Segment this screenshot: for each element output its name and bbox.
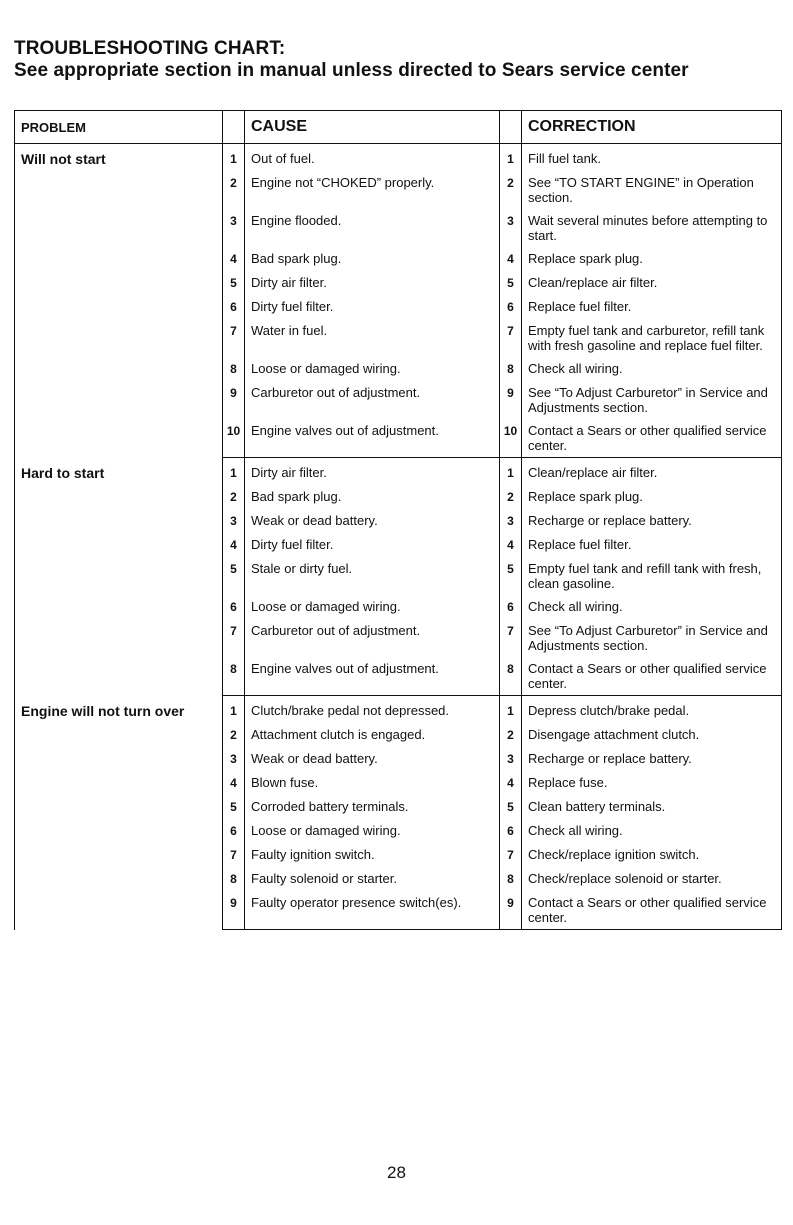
correction-number: 1 bbox=[500, 458, 522, 486]
cause-cell: Engine valves out of adjustment. bbox=[245, 419, 500, 458]
cause-number: 10 bbox=[223, 419, 245, 458]
correction-cell: Check/replace solenoid or starter. bbox=[522, 867, 782, 891]
cause-number: 8 bbox=[223, 657, 245, 696]
correction-cell: Replace fuel filter. bbox=[522, 533, 782, 557]
correction-cell: Check all wiring. bbox=[522, 819, 782, 843]
cause-number: 3 bbox=[223, 209, 245, 247]
cause-number: 2 bbox=[223, 723, 245, 747]
correction-number: 3 bbox=[500, 509, 522, 533]
cause-number: 6 bbox=[223, 295, 245, 319]
cause-number: 4 bbox=[223, 247, 245, 271]
correction-cell: See “To Adjust Carburetor” in Service and Adjustments section. bbox=[522, 619, 782, 657]
problem-cell: Will not start bbox=[15, 144, 223, 458]
correction-number: 7 bbox=[500, 619, 522, 657]
correction-number: 8 bbox=[500, 357, 522, 381]
cause-number: 7 bbox=[223, 619, 245, 657]
cause-number: 9 bbox=[223, 891, 245, 930]
correction-number: 4 bbox=[500, 247, 522, 271]
cause-cell: Loose or damaged wiring. bbox=[245, 357, 500, 381]
correction-cell: Check all wiring. bbox=[522, 357, 782, 381]
cause-cell: Faulty ignition switch. bbox=[245, 843, 500, 867]
correction-number: 4 bbox=[500, 771, 522, 795]
correction-number: 6 bbox=[500, 295, 522, 319]
cause-number: 6 bbox=[223, 595, 245, 619]
correction-number: 4 bbox=[500, 533, 522, 557]
correction-number: 5 bbox=[500, 557, 522, 595]
correction-cell: Disengage attachment clutch. bbox=[522, 723, 782, 747]
correction-number: 8 bbox=[500, 867, 522, 891]
page-title: TROUBLESHOOTING CHART: bbox=[14, 38, 286, 59]
cause-cell: Dirty fuel filter. bbox=[245, 295, 500, 319]
correction-cell: See “TO START ENGINE” in Operation section. bbox=[522, 171, 782, 209]
correction-cell: Replace fuse. bbox=[522, 771, 782, 795]
cause-cell: Corroded battery terminals. bbox=[245, 795, 500, 819]
cause-cell: Weak or dead battery. bbox=[245, 509, 500, 533]
cause-number: 7 bbox=[223, 319, 245, 357]
correction-number: 5 bbox=[500, 795, 522, 819]
cause-number: 7 bbox=[223, 843, 245, 867]
correction-number: 3 bbox=[500, 209, 522, 247]
correction-cell: Empty fuel tank and refill tank with fresh, clean gasoline. bbox=[522, 557, 782, 595]
correction-cell: Recharge or replace battery. bbox=[522, 509, 782, 533]
correction-cell: Clean/replace air filter. bbox=[522, 271, 782, 295]
cause-cell: Bad spark plug. bbox=[245, 247, 500, 271]
correction-number: 8 bbox=[500, 657, 522, 696]
correction-cell: Recharge or replace battery. bbox=[522, 747, 782, 771]
cause-cell: Engine valves out of adjustment. bbox=[245, 657, 500, 696]
cause-number: 2 bbox=[223, 171, 245, 209]
cause-cell: Attachment clutch is engaged. bbox=[245, 723, 500, 747]
cause-cell: Stale or dirty fuel. bbox=[245, 557, 500, 595]
problem-group bbox=[15, 144, 782, 458]
cause-number: 3 bbox=[223, 747, 245, 771]
cause-number: 5 bbox=[223, 795, 245, 819]
correction-cell: Replace spark plug. bbox=[522, 247, 782, 271]
cause-cell: Dirty air filter. bbox=[245, 458, 500, 486]
correction-cell: Clean battery terminals. bbox=[522, 795, 782, 819]
cause-cell: Weak or dead battery. bbox=[245, 747, 500, 771]
correction-number: 2 bbox=[500, 171, 522, 209]
correction-number: 2 bbox=[500, 485, 522, 509]
cause-cell: Carburetor out of adjustment. bbox=[245, 619, 500, 657]
correction-number: 1 bbox=[500, 144, 522, 172]
table-row bbox=[15, 144, 782, 172]
correction-cell: Check/replace ignition switch. bbox=[522, 843, 782, 867]
table-header-row bbox=[15, 111, 782, 144]
cause-cell: Blown fuse. bbox=[245, 771, 500, 795]
cause-number: 8 bbox=[223, 357, 245, 381]
cause-number: 9 bbox=[223, 381, 245, 419]
cause-cell: Faulty operator presence switch(es). bbox=[245, 891, 500, 930]
column-header-correction: CORRECTION bbox=[522, 111, 782, 144]
cause-number: 6 bbox=[223, 819, 245, 843]
problem-group bbox=[15, 458, 782, 696]
correction-number: 1 bbox=[500, 696, 522, 724]
cause-cell: Carburetor out of adjustment. bbox=[245, 381, 500, 419]
correction-number: 6 bbox=[500, 819, 522, 843]
correction-number: 2 bbox=[500, 723, 522, 747]
correction-cell: Contact a Sears or other qualified service center. bbox=[522, 891, 782, 930]
correction-cell: Replace spark plug. bbox=[522, 485, 782, 509]
cause-cell: Bad spark plug. bbox=[245, 485, 500, 509]
page-number: 28 bbox=[387, 1163, 406, 1182]
problem-group bbox=[15, 696, 782, 930]
correction-cell: Replace fuel filter. bbox=[522, 295, 782, 319]
cause-cell: Dirty fuel filter. bbox=[245, 533, 500, 557]
cause-number: 5 bbox=[223, 271, 245, 295]
correction-cell: Wait several minutes before attempting to start. bbox=[522, 209, 782, 247]
correction-cell: Check all wiring. bbox=[522, 595, 782, 619]
cause-cell: Faulty solenoid or starter. bbox=[245, 867, 500, 891]
page-subtitle: See appropriate section in manual unless directed to Sears service center bbox=[14, 60, 689, 81]
correction-cell: Depress clutch/brake pedal. bbox=[522, 696, 782, 724]
correction-cell: Fill fuel tank. bbox=[522, 144, 782, 172]
correction-number: 3 bbox=[500, 747, 522, 771]
cause-cell: Loose or damaged wiring. bbox=[245, 819, 500, 843]
cause-number: 1 bbox=[223, 458, 245, 486]
cause-cell: Loose or damaged wiring. bbox=[245, 595, 500, 619]
page-header bbox=[14, 38, 784, 82]
column-header-correction-number bbox=[500, 111, 522, 144]
correction-number: 7 bbox=[500, 319, 522, 357]
cause-cell: Engine not “CHOKED” properly. bbox=[245, 171, 500, 209]
table-row bbox=[15, 458, 782, 486]
correction-number: 5 bbox=[500, 271, 522, 295]
cause-number: 1 bbox=[223, 696, 245, 724]
cause-cell: Water in fuel. bbox=[245, 319, 500, 357]
correction-number: 7 bbox=[500, 843, 522, 867]
cause-number: 5 bbox=[223, 557, 245, 595]
correction-cell: Contact a Sears or other qualified service center. bbox=[522, 419, 782, 458]
cause-number: 2 bbox=[223, 485, 245, 509]
problem-cell: Hard to start bbox=[15, 458, 223, 696]
correction-number: 9 bbox=[500, 381, 522, 419]
column-header-problem: PROBLEM bbox=[15, 111, 223, 144]
correction-number: 6 bbox=[500, 595, 522, 619]
troubleshooting-table bbox=[14, 110, 782, 930]
cause-number: 4 bbox=[223, 533, 245, 557]
table-row bbox=[15, 696, 782, 724]
cause-number: 8 bbox=[223, 867, 245, 891]
column-header-cause: CAUSE bbox=[245, 111, 500, 144]
correction-cell: See “To Adjust Carburetor” in Service and Adjustments section. bbox=[522, 381, 782, 419]
correction-cell: Contact a Sears or other qualified service center. bbox=[522, 657, 782, 696]
problem-cell: Engine will not turn over bbox=[15, 696, 223, 930]
cause-number: 4 bbox=[223, 771, 245, 795]
cause-number: 1 bbox=[223, 144, 245, 172]
column-header-cause-number bbox=[223, 111, 245, 144]
cause-cell: Engine flooded. bbox=[245, 209, 500, 247]
correction-cell: Empty fuel tank and carburetor, refill tank with fresh gasoline and replace fuel filter. bbox=[522, 319, 782, 357]
cause-cell: Out of fuel. bbox=[245, 144, 500, 172]
correction-number: 9 bbox=[500, 891, 522, 930]
cause-cell: Dirty air filter. bbox=[245, 271, 500, 295]
cause-number: 3 bbox=[223, 509, 245, 533]
correction-number: 10 bbox=[500, 419, 522, 458]
cause-cell: Clutch/brake pedal not depressed. bbox=[245, 696, 500, 724]
correction-cell: Clean/replace air filter. bbox=[522, 458, 782, 486]
